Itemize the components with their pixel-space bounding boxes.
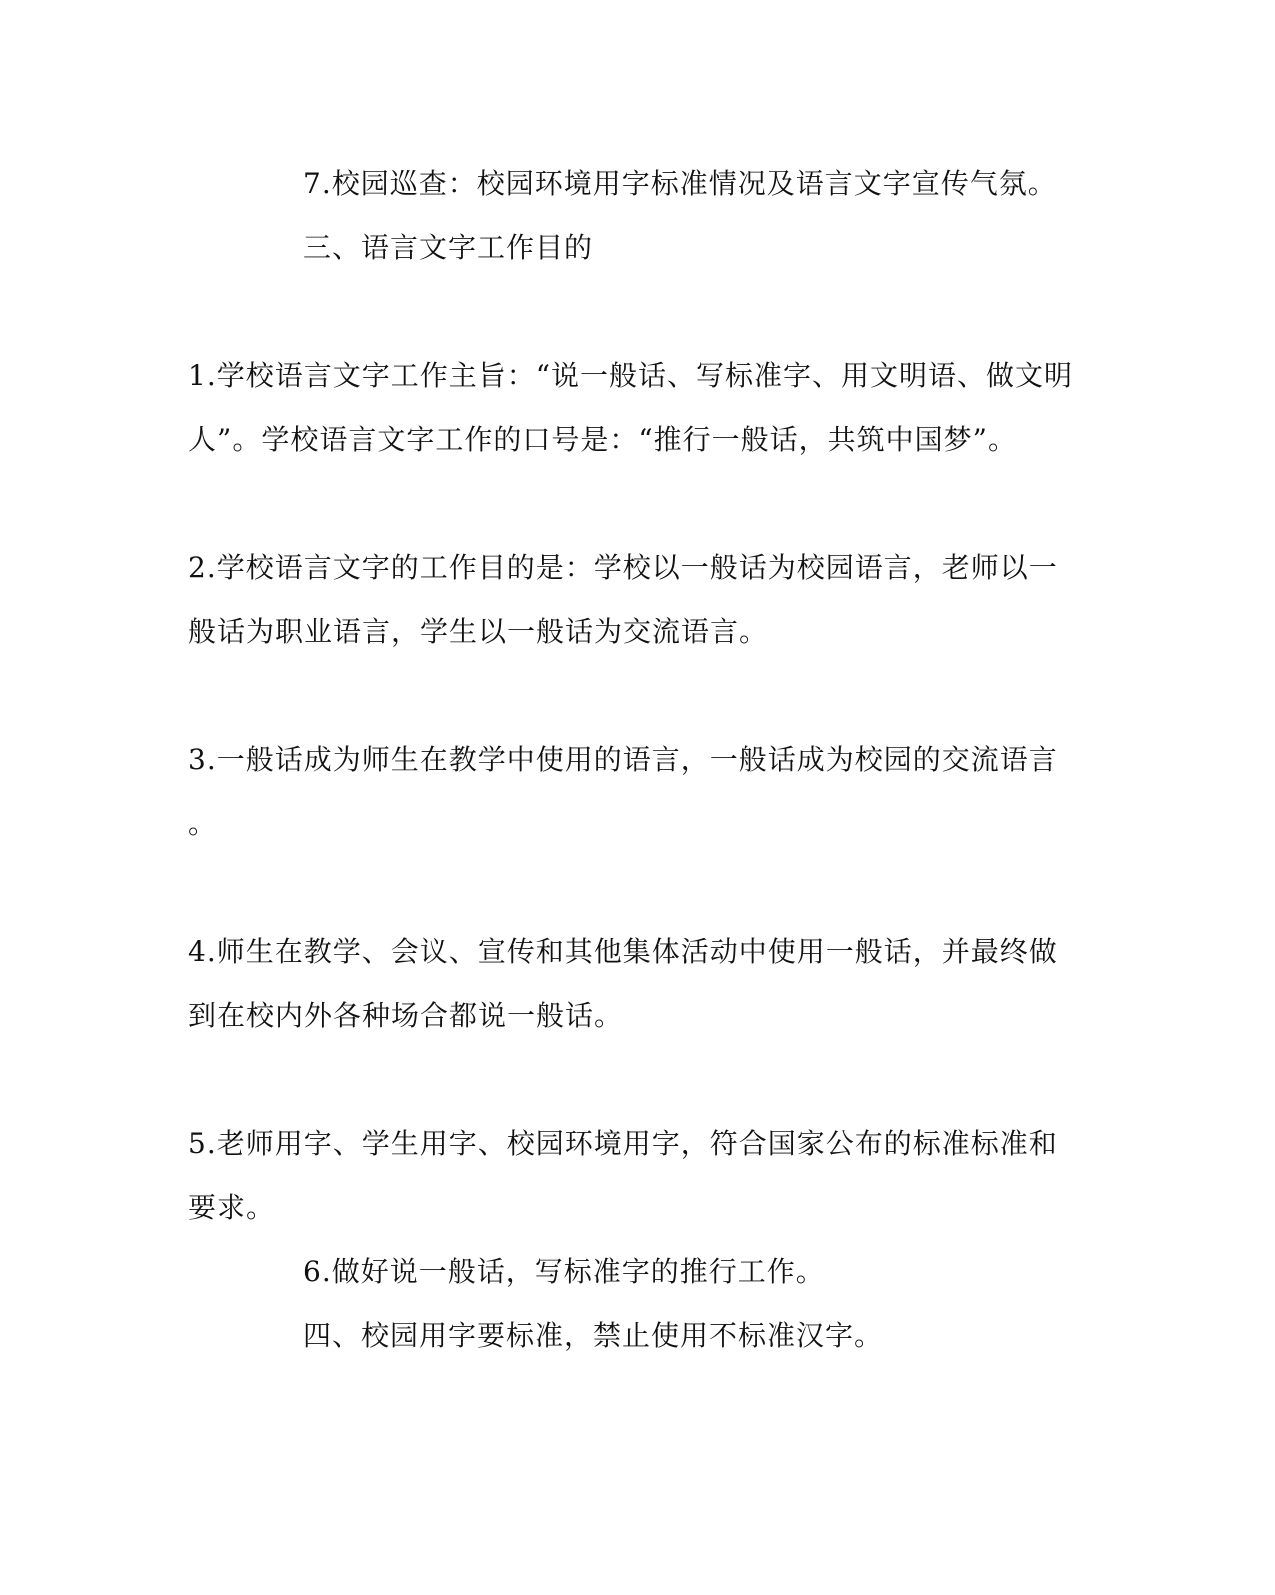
paragraph-item-7-patrol: 7.校园巡查：校园环境用字标准情况及语言文字宣传气氛。	[303, 167, 1057, 200]
section-heading-4: 四、校园用字要标准，禁止使用不标准汉字。	[303, 1319, 884, 1352]
paragraph-2-line-2: 般话为职业语言，学生以一般话为交流语言。	[188, 615, 769, 648]
paragraph-5-line-1: 5.老师用字、学生用字、校园环境用字，符合国家公布的标准标准和	[188, 1127, 1058, 1160]
paragraph-1-line-2: 人”。学校语言文字工作的口号是：“推行一般话，共筑中国梦”。	[188, 423, 1017, 456]
paragraph-2-line-1: 2.学校语言文字的工作目的是：学校以一般话为校园语言，老师以一	[188, 551, 1058, 584]
paragraph-item-6: 6.做好说一般话，写标准字的推行工作。	[303, 1255, 825, 1288]
paragraph-4-line-2: 到在校内外各种场合都说一般话。	[188, 999, 624, 1032]
paragraph-3-line-1: 3.一般话成为师生在教学中使用的语言，一般话成为校园的交流语言	[188, 743, 1058, 776]
paragraph-5-line-2: 要求。	[188, 1191, 276, 1224]
section-heading-3: 三、语言文字工作目的	[303, 231, 594, 264]
paragraph-3-line-2: 。	[188, 807, 218, 840]
paragraph-1-line-1: 1.学校语言文字工作主旨：“说一般话、写标准字、用文明语、做文明	[188, 359, 1074, 392]
paragraph-4-line-1: 4.师生在教学、会议、宣传和其他集体活动中使用一般话，并最终做	[188, 935, 1058, 968]
